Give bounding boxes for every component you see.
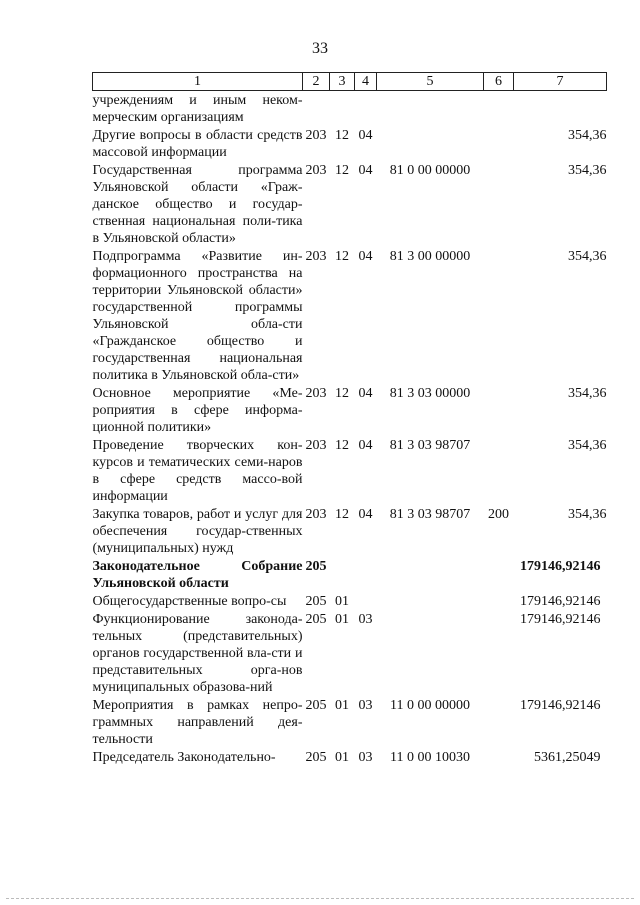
header-col-5: 5 xyxy=(377,73,484,91)
row-code-section: 12 xyxy=(335,438,349,453)
row-code-section: 01 xyxy=(335,612,349,627)
table-row xyxy=(93,247,607,384)
row-amount-cell: 179146,92146 xyxy=(520,594,601,609)
row-code-section: 12 xyxy=(335,386,349,401)
row-code-grbs: 205 xyxy=(305,559,327,574)
table-row xyxy=(93,505,607,557)
budget-table xyxy=(92,72,607,766)
row-name-cell: Проведение творческих кон-курсов и тематических семи-наров в сфере средств массо-вой информации xyxy=(92,438,303,504)
row-code-target xyxy=(377,592,484,610)
row-code-grbs: 203 xyxy=(305,386,327,401)
row-code-grbs: 203 xyxy=(305,163,327,178)
row-name-cell: Закупка товаров, работ и услуг для обеспечения государ-ственных (муниципальных) нужд xyxy=(92,507,303,556)
row-amount-cell: 354,36 xyxy=(568,128,607,143)
row-code-subsection: 04 xyxy=(358,128,373,143)
page-edge-line xyxy=(6,898,634,899)
row-code-expense-type xyxy=(484,247,514,384)
row-code-subsection: 03 xyxy=(358,698,373,713)
row-code-section: 12 xyxy=(335,249,349,264)
row-code-expense-type xyxy=(484,748,514,766)
row-amount-cell: 5361,25049 xyxy=(534,750,601,765)
row-code-subsection: 04 xyxy=(358,249,373,264)
row-code-grbs: 203 xyxy=(305,507,327,522)
table-row xyxy=(93,592,607,610)
row-code-section xyxy=(330,557,355,592)
row-code-grbs: 205 xyxy=(305,698,327,713)
row-code-target xyxy=(377,126,484,161)
row-code-section: 12 xyxy=(335,507,349,522)
row-code-expense-type xyxy=(484,161,514,247)
header-col-7: 7 xyxy=(514,73,607,91)
table-row xyxy=(93,557,607,592)
row-name-cell: Другие вопросы в области средств массовой информации xyxy=(92,128,303,160)
row-code-section: 12 xyxy=(335,163,349,178)
row-code-grbs: 205 xyxy=(305,594,327,609)
row-code-subsection: 03 xyxy=(358,750,373,765)
row-amount-cell: 179146,92146 xyxy=(520,559,601,574)
row-name-cell: Председатель Законодательно- xyxy=(92,750,276,765)
row-code-subsection xyxy=(355,557,377,592)
header-col-6: 6 xyxy=(484,73,514,91)
header-col-1: 1 xyxy=(93,73,303,91)
row-code-expense-type xyxy=(484,557,514,592)
row-code-section: 01 xyxy=(335,698,349,713)
row-code-section: 12 xyxy=(335,128,349,143)
row-code-expense-type xyxy=(484,384,514,436)
row-code-target xyxy=(377,557,484,592)
row-amount-cell: 354,36 xyxy=(568,249,607,264)
table-row xyxy=(93,696,607,748)
row-code-grbs: 205 xyxy=(305,750,327,765)
row-amount-cell xyxy=(514,91,607,127)
row-name-cell: Основное мероприятие «Ме-роприятия в сфере информа-ционной политики» xyxy=(92,386,303,435)
row-amount-cell: 354,36 xyxy=(568,163,607,178)
page-number: 33 xyxy=(312,40,328,57)
row-code-target: 11 0 00 00000 xyxy=(390,698,470,713)
row-code-expense-type: 200 xyxy=(488,507,509,522)
row-code-subsection xyxy=(355,91,377,127)
row-amount-cell: 354,36 xyxy=(568,507,607,522)
table-row xyxy=(93,161,607,247)
row-amount-cell: 354,36 xyxy=(568,386,607,401)
table-row xyxy=(93,91,607,127)
row-code-subsection: 03 xyxy=(358,612,373,627)
row-code-subsection: 04 xyxy=(358,438,373,453)
row-code-grbs: 205 xyxy=(305,612,327,627)
row-code-subsection xyxy=(355,592,377,610)
row-code-section: 01 xyxy=(335,594,349,609)
row-name-cell: Общегосударственные вопро-сы xyxy=(92,594,287,609)
row-code-expense-type xyxy=(484,126,514,161)
row-name-cell: Мероприятия в рамках непро-граммных направлений дея-тельности xyxy=(92,698,303,747)
row-code-subsection: 04 xyxy=(358,507,373,522)
row-code-subsection: 04 xyxy=(358,163,373,178)
table-row xyxy=(93,384,607,436)
row-name-cell: Функционирование законода-тельных (представительных) органов государственной вла-сти и представительных орга-нов муниципальных образова-ний xyxy=(92,612,303,695)
row-code-grbs: 203 xyxy=(305,438,327,453)
row-amount-cell: 179146,92146 xyxy=(520,698,601,713)
row-code-target: 81 3 03 00000 xyxy=(389,386,471,401)
row-code-target: 81 0 00 00000 xyxy=(389,163,471,178)
row-code-target: 11 0 00 10030 xyxy=(390,750,470,765)
row-code-target xyxy=(377,91,484,127)
row-code-subsection: 04 xyxy=(358,386,373,401)
row-code-section: 01 xyxy=(335,750,349,765)
row-amount-cell: 354,36 xyxy=(568,438,607,453)
row-code-expense-type xyxy=(484,592,514,610)
row-name-cell: Государственная программа Ульяновской области «Граж-данское общество и государ-ственная национальная поли-тика в Ульяновской области» xyxy=(92,163,303,246)
row-code-target: 81 3 00 00000 xyxy=(389,249,471,264)
row-name-cell: учреждениям и иным неком-мерческим организациям xyxy=(92,93,303,125)
table-row xyxy=(93,126,607,161)
table-row xyxy=(93,748,607,766)
row-code-target: 81 3 03 98707 xyxy=(389,507,471,522)
row-code-section xyxy=(330,91,355,127)
row-code-target: 81 3 03 98707 xyxy=(389,438,471,453)
row-name-cell: Законодательное Собрание Ульяновской области xyxy=(92,559,303,591)
row-code-grbs: 203 xyxy=(305,249,327,264)
row-name-cell: Подпрограмма «Развитие ин-формационного пространства на территории Ульяновской области» государственной программы Ульяновской обла-сти «Гражданское общество и государственная национальная политика в Ульяновской обла-сти» xyxy=(92,249,303,383)
row-code-grbs xyxy=(303,91,330,127)
row-code-expense-type xyxy=(484,696,514,748)
header-col-2: 2 xyxy=(303,73,330,91)
table-header-row xyxy=(93,73,607,91)
table-row xyxy=(93,436,607,505)
row-code-expense-type xyxy=(484,436,514,505)
row-code-target xyxy=(377,610,484,696)
header-col-4: 4 xyxy=(355,73,377,91)
row-code-expense-type xyxy=(484,610,514,696)
row-code-grbs: 203 xyxy=(305,128,327,143)
header-col-3: 3 xyxy=(330,73,355,91)
row-amount-cell: 179146,92146 xyxy=(520,612,601,627)
row-code-expense-type xyxy=(484,91,514,127)
table-row xyxy=(93,610,607,696)
